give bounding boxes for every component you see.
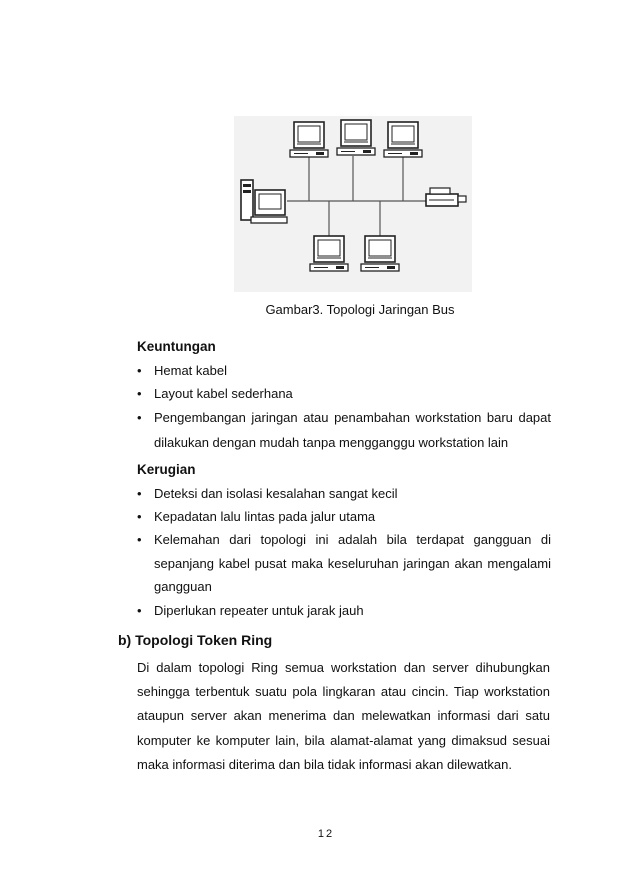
bus-topology-figure: [234, 116, 472, 292]
figure-caption: Gambar3. Topologi Jaringan Bus: [265, 302, 455, 317]
list-item: • Layout kabel sederhana: [137, 386, 293, 401]
pc-icon: [361, 236, 399, 271]
pc-icon: [337, 120, 375, 155]
pc-icon: [384, 122, 422, 157]
disadvantages-heading: Kerugian: [137, 462, 196, 477]
list-item: • Diperlukan repeater untuk jarak jauh: [137, 602, 364, 618]
list-item: • Hemat kabel: [137, 363, 227, 378]
disadvantages-list: [137, 482, 551, 622]
token-ring-paragraph: Di dalam topologi Ring semua workstation dan server dihubungkan sehingga terbentuk suatu pola lingkaran atau cincin. Tiap workstation ataupun server akan menerima dan melewatkan informasi dari satu komputer ke komputer lain, bila alamat-alamat yang dimaksud sesuai maka informasi diterima dan bila tidak informasi akan dilewatkan.: [137, 660, 550, 772]
list-item: • Kepadatan lalu lintas pada jalur utama: [137, 509, 376, 524]
printer-icon: [426, 188, 466, 206]
bus-topology-diagram: [234, 116, 472, 292]
page-number: 12: [317, 828, 335, 840]
pc-icon: [290, 122, 328, 157]
list-item: • Deteksi dan isolasi kesalahan sangat kecil: [137, 486, 398, 501]
list-item: • Kelemahan dari topologi ini adalah bila terdapat gangguan di sepanjang kabel pusat maka keseluruhan jaringan akan mengalami gangguan: [137, 532, 551, 594]
advantages-heading: Keuntungan: [137, 339, 216, 354]
list-item: • Pengembangan jaringan atau penambahan workstation baru dapat dilakukan dengan mudah tanpa mengganggu workstation lain: [137, 410, 551, 450]
tower-pc-icon: [241, 180, 287, 223]
pc-icon: [310, 236, 348, 271]
advantages-list: [137, 359, 551, 455]
section-title: b) Topologi Token Ring: [118, 632, 273, 648]
